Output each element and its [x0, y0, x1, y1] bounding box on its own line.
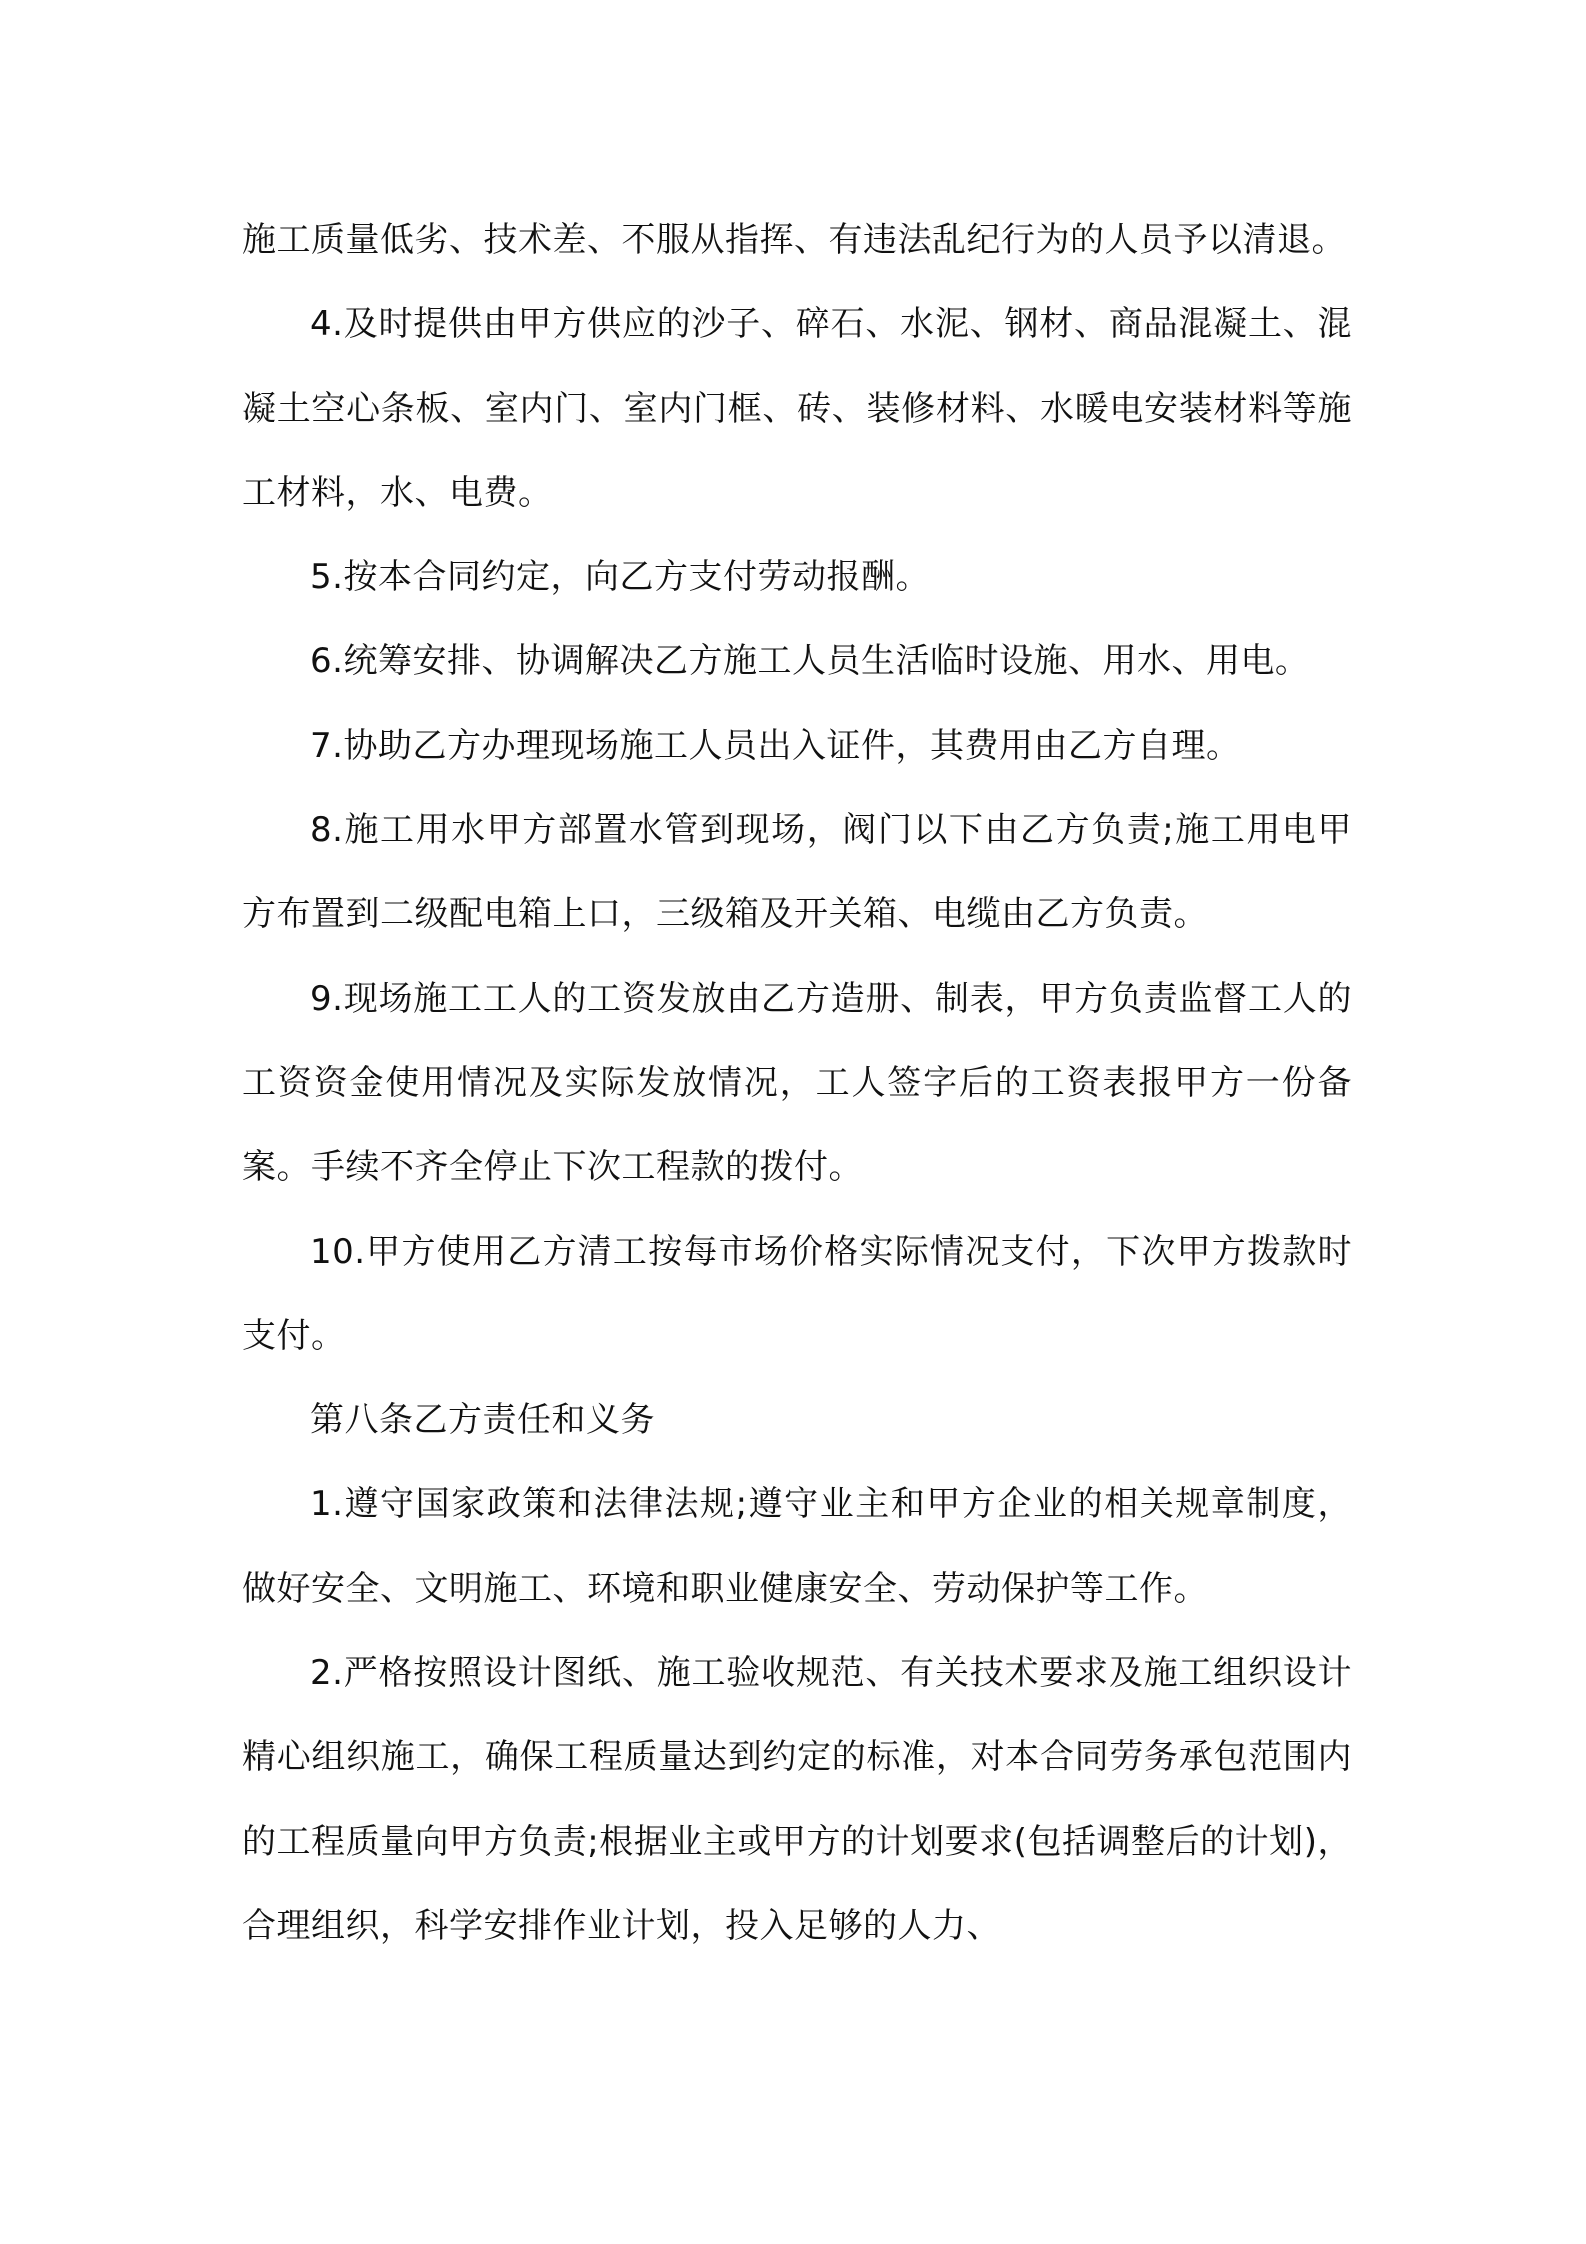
paragraph-duty-1: 1.遵守国家政策和法律法规;遵守业主和甲方企业的相关规章制度，做好安全、文明施工、环境和职业健康安全、劳动保护等工作。 [242, 1484, 1352, 1609]
paragraph-duty-2: 2.严格按照设计图纸、施工验收规范、有关技术要求及施工组织设计精心组织施工，确保工程质量达到约定的标准，对本合同劳务承包范围内的工程质量向甲方负责;根据业主或甲方的计划要求(包括调整后的计划)，合理组织，科学安排作业计划，投入足够的人力、 [242, 1653, 1352, 1946]
paragraph-item-5: 5.按本合同约定，向乙方支付劳动报酬。 [310, 557, 930, 598]
paragraph-item-9: 9.现场施工工人的工资发放由乙方造册、制表，甲方负责监督工人的工资资金使用情况及实际发放情况，工人签字后的工资表报甲方一份备案。手续不齐全停止下次工程款的拨付。 [242, 978, 1352, 1188]
paragraph-item-4: 4.及时提供由甲方供应的沙子、碎石、水泥、钢材、商品混凝土、混凝土空心条板、室内门、室内门框、砖、装修材料、水暖电安装材料等施工材料，水、电费。 [242, 304, 1352, 513]
paragraph-item-6: 6.统筹安排、协调解决乙方施工人员生活临时设施、用水、用电。 [310, 641, 1310, 682]
paragraph-item-7: 7.协助乙方办理现场施工人员出入证件，其费用由乙方自理。 [310, 725, 1241, 766]
document-body [242, 198, 1352, 1968]
section-heading-article-8: 第八条乙方责任和义务 [310, 1400, 655, 1441]
paragraph-continuation: 施工质量低劣、技术差、不服从指挥、有违法乱纪行为的人员予以清退。 [242, 220, 1346, 260]
paragraph-item-10: 10.甲方使用乙方清工按每市场价格实际情况支付，下次甲方拨款时支付。 [242, 1231, 1352, 1356]
paragraph-item-8: 8.施工用水甲方部置水管到现场，阀门以下由乙方负责;施工用电甲方布置到二级配电箱上口，三级箱及开关箱、电缆由乙方负责。 [242, 810, 1352, 935]
